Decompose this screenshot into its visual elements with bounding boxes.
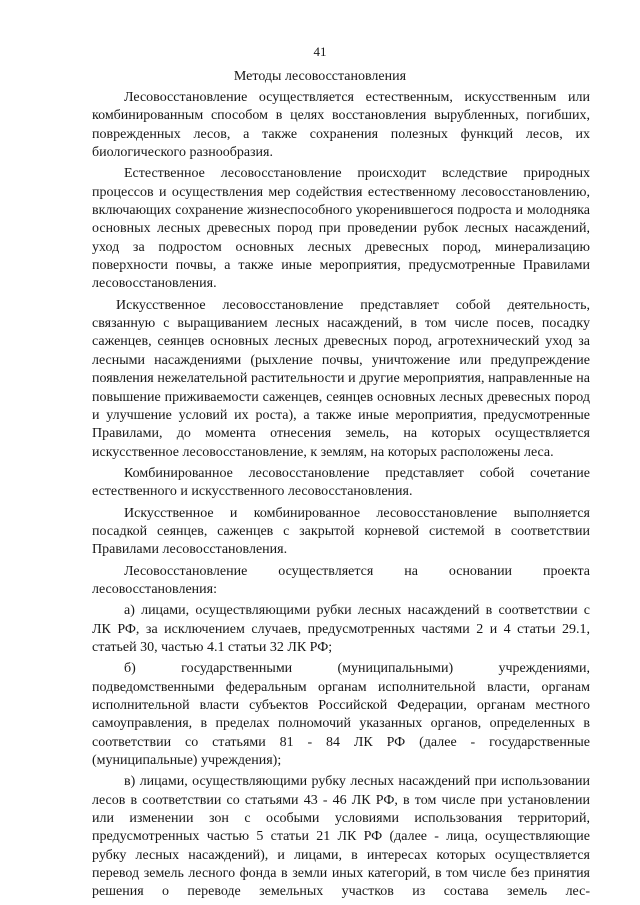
list-item-c: в) лицами, осуществляющими рубку лесных насаждений при использовании лесов в соответствии со статьями 43 - 46 ЛК РФ, в том числе при установлении или изменении зон с особыми условиями использования территорий, предусмотренных частью 5 статьи 21 ЛК РФ (далее - лица, осуществляющие рубку лесных насаждений), и лицами, в интересах которых осуществляется перевод земель лесного фонда в земли иных категорий, в том числе без принятия решения о переводе земельных участков из состава земель лес-	[92, 774, 590, 900]
paragraph-definition: Лесовосстановление осуществляется естественным, искусственным или комбинированным способом в целях восстановления вырубленных, погибших, поврежденных лесов, а также сохранения полезных функций лесов, их биологического разнообразия.	[92, 90, 590, 161]
list-item-b: б) государственными (муниципальными) учреждениями, подведомственными федеральным органам исполнительной власти, органам исполнительной власти субъектов Российской Федерации, органам местного самоуправления, в пределах полномочий указанных органов, определенных в соответствии со статьями 81 - 84 ЛК РФ (далее - государственные (муниципальные) учреждения);	[92, 661, 590, 769]
body-text	[92, 89, 590, 902]
paragraph-combined-reforestation: Комбинированное лесовосстановление представляет собой сочетание естественного и искусственного лесовосстановления.	[92, 465, 590, 500]
paragraph-planting-method: Искусственное и комбинированное лесовосстановление выполняется посадкой сеянцев, саженцев с закрытой корневой системой в соответствии Правилами лесовосстановления.	[92, 505, 590, 558]
paragraph-project-basis: Лесовосстановление осуществляется на основании проекта лесовосстановления:	[92, 563, 590, 597]
page-number: 41	[313, 44, 327, 59]
list-item-a: а) лицами, осуществляющими рубки лесных насаждений в соответствии с ЛК РФ, за исключением случаев, предусмотренных частями 2 и 4 статьи 29.1, статьей 30, частью 4.1 статьи 32 ЛК РФ;	[92, 603, 590, 655]
paragraph-natural-reforestation: Естественное лесовосстановление происходит вследствие природных процессов и осуществления мер содействия естественному лесовосстановлению, включающих сохранение жизнеспособного укоренившегося подроста и молодняка основных лесных древесных пород при проведении рубок лесных насаждений, уход за подростом основных лесных древесных пород, минерализацию поверхности почвы, а также иные мероприятия, предусмотренные Правилами лесовосстановления.	[92, 166, 590, 292]
section-heading: Методы лесовосстановления	[233, 69, 407, 84]
paragraph-artificial-reforestation: Искусственное лесовосстановление представляет собой деятельность, связанную с выращиванием лесных насаждений, в том числе посев, посадку саженцев, сеянцев основных лесных древесных пород, агротехнический уход за лесными насаждениями (рыхление почвы, уничтожение или предупреждение появления нежелательной растительности и другие мероприятия, направленные на повышение приживаемости саженцев, сеянцев основных лесных древесных пород и улучшение условий их роста), а также иные мероприятия, предусмотренные Правилами, до момента отнесения земель, на которых осуществляется искусственное лесовосстановление, к землям, на которых расположены леса.	[92, 297, 590, 460]
